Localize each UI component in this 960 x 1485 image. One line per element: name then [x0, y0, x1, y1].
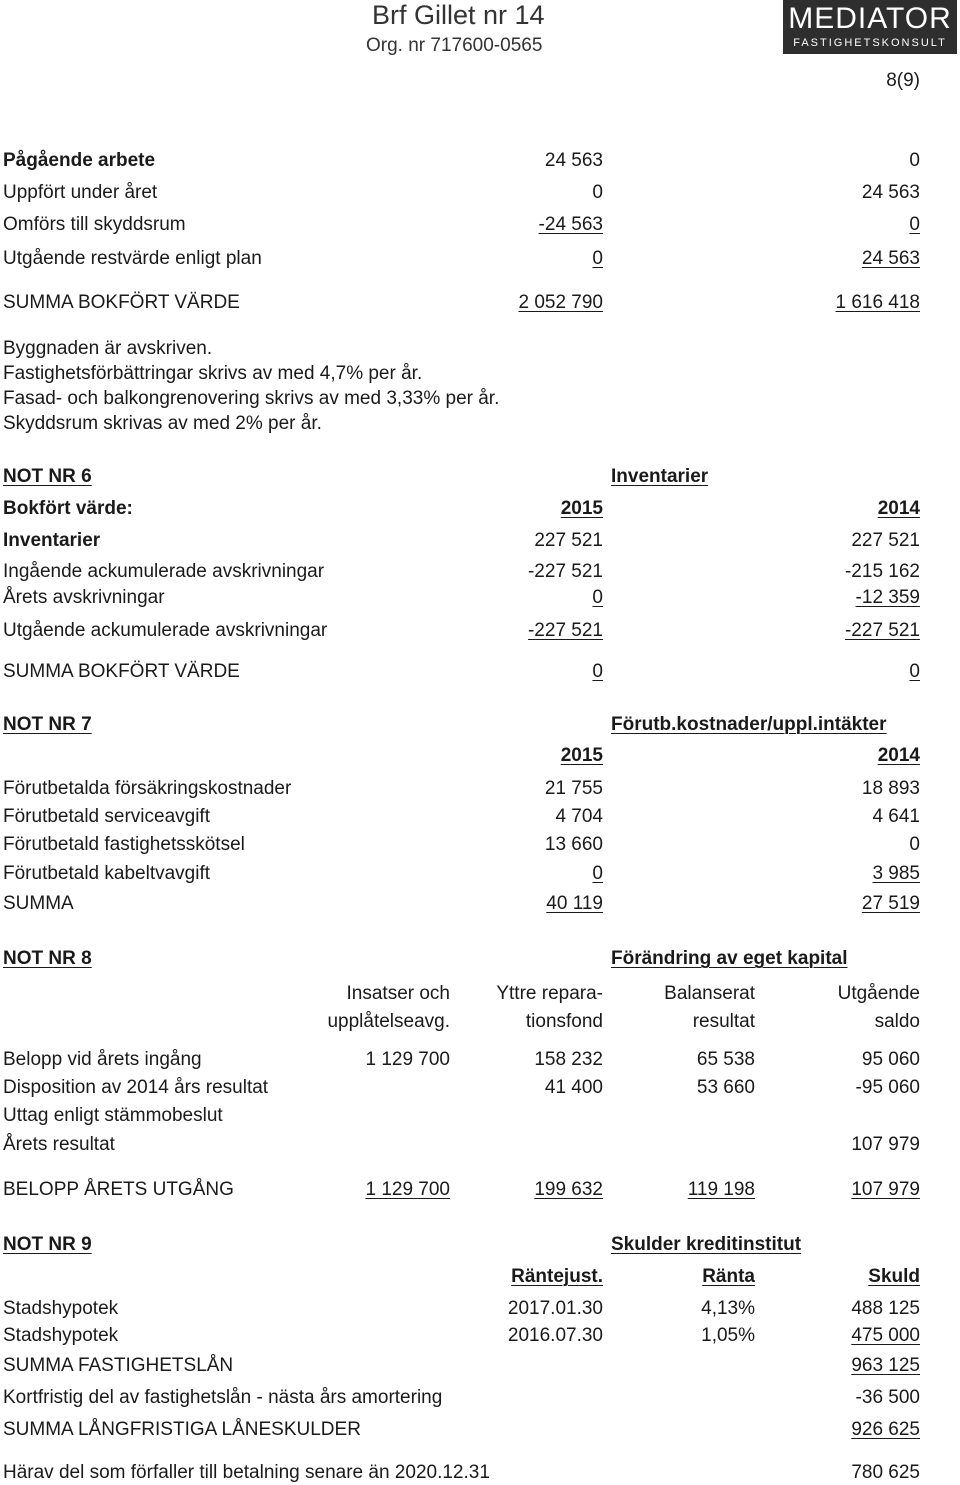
note-8-cell: -95 060	[855, 1077, 920, 1098]
note-7-row-label: Förutbetald fastighetsskötsel	[3, 834, 245, 855]
note-8-row-label: Uttag enligt stämmobeslut	[3, 1105, 223, 1126]
note-9-heading: NOT NR 9	[3, 1234, 92, 1255]
note-6-title: Inventarier	[611, 466, 709, 487]
summa-langfristiga-value: 926 625	[851, 1419, 920, 1440]
pagaende-row-value: 0	[909, 214, 920, 235]
note-8-total-cell: 199 632	[534, 1179, 603, 1200]
pagaende-row-label: Utgående restvärde enligt plan	[3, 248, 262, 269]
depreciation-note: Fasad- och balkongrenovering skrivs av med 3,33% per år.	[3, 388, 500, 409]
loan-cell: 488 125	[851, 1298, 920, 1319]
kortfristig-value: -36 500	[855, 1387, 920, 1408]
note-7-row-value: 18 893	[861, 778, 920, 799]
depreciation-note: Skyddsrum skrivas av med 2% per år.	[3, 413, 322, 434]
column-header: tionsfond	[525, 1011, 603, 1032]
pagaende-row-value: 24 563	[861, 182, 920, 203]
column-header: saldo	[874, 1011, 920, 1032]
note-6-row-value: -215 162	[844, 561, 920, 582]
loan-cell: 1,05%	[701, 1325, 755, 1346]
year-header: 2015	[560, 498, 603, 519]
note-7-summa-value: 27 519	[861, 893, 920, 914]
pagaende-row-value: -24 563	[538, 214, 603, 235]
note-8-cell: 1 129 700	[365, 1049, 450, 1070]
note-6-row-label: Inventarier	[3, 530, 101, 551]
harav-label: Härav del som förfaller till betalning senare än 2020.12.31	[3, 1462, 490, 1483]
note-7-row-value: 0	[909, 834, 920, 855]
column-header: upplåtelseavg.	[327, 1011, 450, 1032]
note-6-row-value: 0	[592, 587, 603, 608]
note-6-row-label: Ingående ackumulerade avskrivningar	[3, 561, 325, 582]
note-8-title: Förändring av eget kapital	[611, 948, 848, 969]
pagaende-row-label: Pågående arbete	[3, 150, 156, 171]
logo-sub-text: FASTIGHETSKONSULT	[793, 37, 947, 49]
column-header: Yttre repara-	[496, 983, 603, 1004]
note-7-row-label: Förutbetald serviceavgift	[3, 806, 210, 827]
note-7-row-value: 4 641	[872, 806, 920, 827]
note-6-row-label: Årets avskrivningar	[3, 587, 165, 608]
logo-main-text: MEDIATOR	[788, 2, 952, 35]
note-8-row-label: Årets resultat	[3, 1134, 115, 1155]
column-header: Insatser och	[346, 983, 450, 1004]
column-header: Balanserat	[664, 983, 755, 1004]
harav-value: 780 625	[851, 1462, 920, 1483]
note-6-heading: NOT NR 6	[3, 466, 92, 487]
note-7-row-value: 3 985	[872, 863, 920, 884]
note-6-row-value: -12 359	[855, 587, 920, 608]
year-header: 2015	[560, 745, 603, 766]
note-8-row-label: Disposition av 2014 års resultat	[3, 1077, 269, 1098]
note-8-cell: 53 660	[696, 1077, 755, 1098]
note-8-cell: 65 538	[696, 1049, 755, 1070]
loan-cell: 2017.01.30	[507, 1298, 603, 1319]
pagaende-summa-value: 1 616 418	[835, 292, 920, 313]
note-8-row-label: Belopp vid årets ingång	[3, 1049, 202, 1070]
note-7-row-label: Förutbetald kabeltvavgift	[3, 863, 211, 884]
note-6-summa-value: 0	[592, 661, 603, 682]
note-8-cell: 41 400	[544, 1077, 603, 1098]
note-6-summa-value: 0	[909, 661, 920, 682]
note-6-row-value: 227 521	[534, 530, 603, 551]
pagaende-row-value: 0	[592, 182, 603, 203]
year-header: 2014	[877, 745, 920, 766]
note-7-row-label: Förutbetalda försäkringskostnader	[3, 778, 292, 799]
pagaende-row-label: Omförs till skyddsrum	[3, 214, 186, 235]
note-6-summa-label: SUMMA BOKFÖRT VÄRDE	[3, 661, 240, 682]
loan-row-label: Stadshypotek	[3, 1325, 119, 1346]
depreciation-note: Byggnaden är avskriven.	[3, 338, 213, 359]
note-6-row-value: 227 521	[851, 530, 920, 551]
note-7-summa-value: 40 119	[546, 893, 603, 914]
note-8-total-cell: 1 129 700	[365, 1179, 450, 1200]
kortfristig-label: Kortfristig del av fastighetslån - nästa års amortering	[3, 1387, 443, 1408]
loan-cell: 475 000	[851, 1325, 920, 1346]
note-7-row-value: 21 755	[544, 778, 603, 799]
note-7-row-value: 0	[592, 863, 603, 884]
year-header: 2014	[877, 498, 920, 519]
page-number: 8(9)	[886, 70, 920, 91]
note-8-total-cell: 107 979	[851, 1179, 920, 1200]
note-7-summa-label: SUMMA	[3, 893, 74, 914]
loan-cell: 2016.07.30	[507, 1325, 603, 1346]
pagaende-row-value: 24 563	[544, 150, 603, 171]
note-7-heading: NOT NR 7	[3, 714, 92, 735]
summa-fastighetslan-value: 963 125	[851, 1355, 920, 1376]
depreciation-note: Fastighetsförbättringar skrivs av med 4,7% per år.	[3, 363, 423, 384]
note-8-cell: 107 979	[851, 1134, 920, 1155]
pagaende-row-value: 0	[909, 150, 920, 171]
note-6-row-label: Utgående ackumulerade avskrivningar	[3, 620, 328, 641]
pagaende-summa-value: 2 052 790	[518, 292, 603, 313]
note-6-row-value: -227 521	[844, 620, 920, 641]
org-number: Org. nr 717600-0565	[366, 35, 543, 56]
note-6-sub-label: Bokfört värde:	[3, 498, 133, 519]
column-header: Ränta	[702, 1266, 755, 1287]
pagaende-row-value: 24 563	[861, 248, 920, 269]
note-9-title: Skulder kreditinstitut	[611, 1234, 802, 1255]
column-header: resultat	[692, 1011, 755, 1032]
mediator-logo	[783, 0, 957, 54]
note-7-title: Förutb.kostnader/uppl.intäkter	[611, 714, 887, 735]
note-6-row-value: -227 521	[527, 561, 603, 582]
column-header: Skuld	[868, 1266, 920, 1287]
loan-cell: 4,13%	[701, 1298, 755, 1319]
pagaende-row-label: Uppfört under året	[3, 182, 158, 203]
pagaende-summa-label: SUMMA BOKFÖRT VÄRDE	[3, 292, 240, 313]
summa-fastighetslan-label: SUMMA FASTIGHETSLÅN	[3, 1355, 234, 1376]
loan-row-label: Stadshypotek	[3, 1298, 119, 1319]
note-6-row-value: -227 521	[527, 620, 603, 641]
note-8-cell: 95 060	[861, 1049, 920, 1070]
note-7-row-value: 13 660	[544, 834, 603, 855]
column-header: Utgående	[837, 983, 920, 1004]
column-header: Räntejust.	[511, 1266, 603, 1287]
pagaende-row-value: 0	[592, 248, 603, 269]
document-title: Brf Gillet nr 14	[372, 0, 545, 30]
note-8-cell: 158 232	[534, 1049, 603, 1070]
note-7-row-value: 4 704	[555, 806, 603, 827]
note-8-total-label: BELOPP ÅRETS UTGÅNG	[3, 1179, 234, 1200]
note-8-total-cell: 119 198	[687, 1179, 755, 1200]
summa-langfristiga-label: SUMMA LÅNGFRISTIGA LÅNESKULDER	[3, 1419, 361, 1440]
note-8-heading: NOT NR 8	[3, 948, 92, 969]
